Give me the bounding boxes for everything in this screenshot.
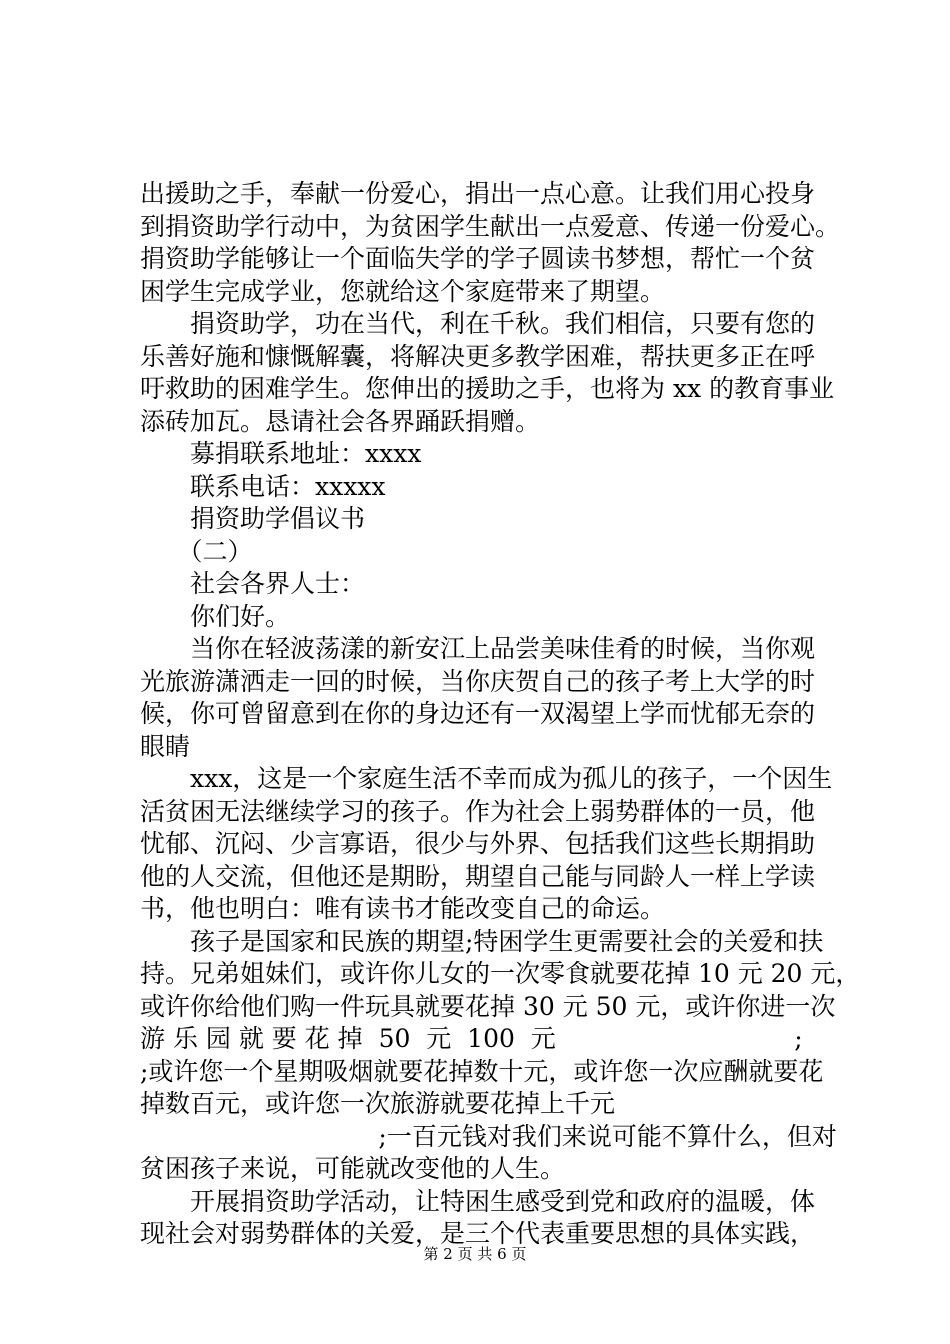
text-line: 候，你可曾留意到在你的身边还有一双渴望上学而忧郁无奈的	[140, 699, 816, 728]
text-line: 捐资助学，功在当代，利在千秋。我们相信，只要有您的	[140, 309, 816, 338]
text-line: 捐资助学能够让一个面临失学的学子圆读书梦想，帮忙一个贫	[140, 244, 816, 273]
text-line: 书，他也明白：唯有读书才能改变自己的命运。	[140, 894, 666, 923]
text-line: 眼睛	[140, 731, 191, 761]
text-line: 开展捐资助学活动，让特困生感受到党和政府的温暖，体	[140, 1186, 816, 1216]
text-line: 光旅游潇洒走一回的时候，当你庆贺自己的孩子考上大学的时	[140, 666, 816, 696]
text-line: 捐资助学倡议书	[140, 504, 366, 533]
text-line: 贫困孩子来说，可能就改变他的人生。	[140, 1154, 566, 1183]
page-footer	[0, 1243, 950, 1264]
text-line: ;或许您一个星期吸烟就要花掉数十元，或许您一次应酬就要花	[140, 1056, 824, 1086]
text-line: 持。兄弟姐妹们，或许你儿女的一次零食就要花掉 10 元 20 元，	[140, 959, 861, 988]
text-line: 到捐资助学行动中，为贫困学生献出一点爱意、传递一份爱心。	[140, 211, 841, 241]
text-line: 困学生完成学业，您就给这个家庭带来了期望。	[140, 276, 666, 306]
text-line: 乐善好施和慷慨解囊，将解决更多教学困难，帮扶更多正在呼	[140, 341, 816, 371]
text-line: 出援助之手，奉献一份爱心，捐出一点心意。让我们用心投身	[140, 179, 816, 208]
text-line: （二）	[140, 536, 253, 566]
text-line: 联系电话：xxxxx	[140, 471, 386, 501]
text-line: 当你在轻波荡漾的新安江上品尝美味佳肴的时候，当你观	[140, 634, 816, 663]
document-body	[140, 178, 861, 1251]
text-line: 掉数百元，或许您一次旅游就要花掉上千元	[140, 1089, 616, 1118]
text-line: 忧郁、沉闷、少言寡语，很少与外界、包括我们这些长期捐助	[140, 829, 816, 858]
text-line: 或许你给他们购一件玩具就要花掉 30 元 50 元，或许你进一次	[140, 991, 836, 1021]
text-line: 募捐联系地址：xxxx	[140, 439, 422, 468]
text-line: 现社会对弱势群体的关爱，是三个代表重要思想的具体实践，	[140, 1219, 816, 1248]
text-line: 社会各界人士：	[140, 569, 366, 598]
text-line: 游 乐 园 就 要 花 掉 50 元 100 元 ;	[140, 1024, 803, 1053]
text-line: 吁救助的困难学生。您伸出的援助之手，也将为 xx 的教育事业	[140, 374, 835, 403]
text-line: 你们好。	[140, 601, 291, 631]
text-line: ;一百元钱对我们来说可能不算什么，但对	[140, 1121, 837, 1151]
text-line: 活贫困无法继续学习的孩子。作为社会上弱势群体的一员，他	[140, 796, 816, 826]
text-line: 添砖加瓦。恳请社会各界踊跃捐赠。	[140, 406, 541, 436]
text-line: 他的人交流，但他还是期盼，期望自己能与同龄人一样上学读	[140, 861, 816, 891]
text-line: 孩子是国家和民族的期望;特困学生更需要社会的关爱和扶	[140, 926, 824, 956]
text-line: xxx，这是一个家庭生活不幸而成为孤儿的孩子，一个因生	[140, 764, 833, 793]
page-number: 第 2 页 共 6 页	[423, 1245, 527, 1263]
